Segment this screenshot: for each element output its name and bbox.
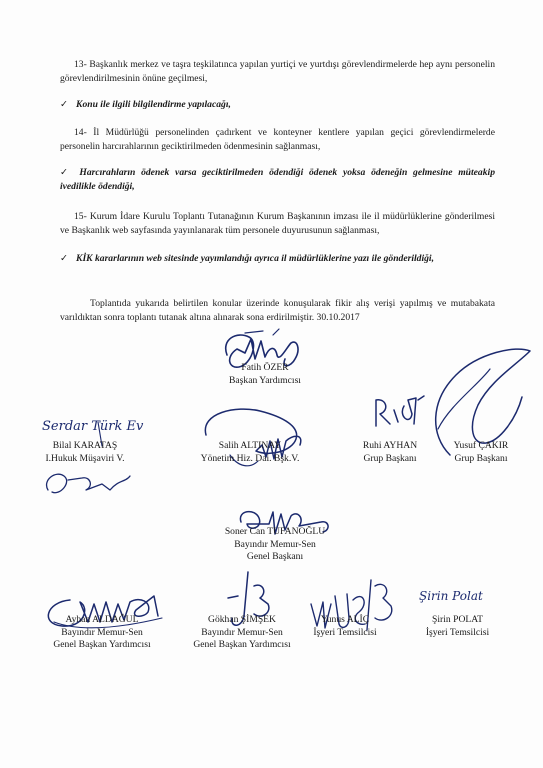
signatory-salih-altinay <box>185 440 315 465</box>
signatory-title: İşyeri Temsilcisi <box>425 626 490 638</box>
signatory-fatih-ozer <box>215 362 315 387</box>
signatory-name: Salih ALTINAY <box>218 440 282 451</box>
item-13-resolution: ✓ Konu ile ilgili bilgilendirme yapılacağı, <box>60 99 231 110</box>
signatory-title-2: Genel Başkan Yardımcısı <box>53 639 151 650</box>
signatory-bilal-karatas <box>30 440 140 465</box>
signatory-name: Yusuf ÇAKIR <box>453 440 509 451</box>
signatory-ruhi-ayhan <box>345 440 435 465</box>
signatory-title: Yönetim Hiz. Dai. Bşk.V. <box>200 452 300 464</box>
signatory-title: Grup Başkanı <box>454 452 508 464</box>
signatory-title-2: Genel Başkan Yardımcısı <box>193 639 291 650</box>
signatory-sirin-polat <box>410 614 505 639</box>
signatory-name: Gökhan ŞİMŞEK <box>208 614 276 625</box>
signatory-name: Bilal KARATAŞ <box>52 440 118 451</box>
signatory-title: Grup Başkanı <box>363 452 417 464</box>
item-14-resolution: ✓ Harcırahların ödenek varsa geciktirilmeden ödendiği ödenek yoksa ödeneğin gelmesine müteakip ivedilikle ödendiği, <box>60 167 495 192</box>
signatory-title: Başkan Yardımcısı <box>229 374 301 386</box>
signatory-gokhan-simsek <box>172 614 312 652</box>
item-15-text: 15- Kurum İdare Kurulu Toplantı Tutanağının Kurum Başkanının imzası ile il müdürlüklerine gönderilmesi ve Başkanlık web sayfasında yayınlanarak tüm personele duyurusunun sağlanması, <box>60 211 495 236</box>
closing-paragraph: Toplantıda yukarıda belirtilen konular üzerinde konuşularak fikir alış verişi yapılmış ve mutabakata varıldıktan sonra toplantı tutanak altına alınarak sona erdirilmiştir. 30.10.2017 <box>60 298 495 323</box>
signatory-name: Ayhan ALDAĞUL <box>65 614 139 625</box>
signatory-name: Soner Can TUFANOĞLU <box>224 526 326 537</box>
signatory-ayhan-aldagul <box>32 614 172 652</box>
signatory-name: Fatih ÖZER <box>241 362 289 373</box>
signatory-yunus-alic <box>300 614 390 639</box>
check-icon: ✓ <box>60 99 69 110</box>
signatory-title: İşyeri Temsilcisi <box>313 626 377 638</box>
signatory-title: Bayındır Memur-Sen <box>201 626 283 638</box>
signatory-name: Şirin POLAT <box>432 614 483 625</box>
check-icon: ✓ <box>60 253 69 264</box>
item-13-text: 13- Başkanlık merkez ve taşra teşkilatınca yapılan yurtiçi ve yurtdışı görevlendirmelerde hep aynı personelin görevlendirilmesinin önüne geçilmesi, <box>60 59 495 84</box>
signatory-yusuf-cakir <box>436 440 526 465</box>
signatory-title: Bayındır Memur-Sen <box>61 626 143 638</box>
signatory-title: Bayındır Memur-Sen <box>234 538 316 550</box>
signatory-name: Ruhi AYHAN <box>362 440 418 451</box>
signatory-title-2: Genel Başkanı <box>246 551 304 562</box>
svg-text:Şirin Polat: Şirin Polat <box>419 589 483 603</box>
item-15-resolution: ✓ KİK kararlarının web sitesinde yayımlandığı ayrıca il müdürlüklerine yazı ile gönderildiği, <box>60 253 434 264</box>
signature-sirin-polat <box>415 580 505 610</box>
signatory-soner-can-tufanoglu <box>190 526 360 564</box>
svg-text:Serdar Türk Ev: Serdar Türk Ev <box>42 419 144 434</box>
signature-ruhi-ayhan <box>368 392 428 437</box>
signatory-name: Yunus ALİÇ <box>320 614 370 625</box>
check-icon: ✓ <box>60 167 72 178</box>
item-14-text: 14- İl Müdürlüğü personelinden çadırkent ve konteyner kentlere yapılan geçici görevlendirmelerde personelin harcırahlarının geciktirilmeden ödenmesinin sağlanması, <box>60 127 495 152</box>
signatory-title: I.Hukuk Müşaviri V. <box>45 452 125 464</box>
